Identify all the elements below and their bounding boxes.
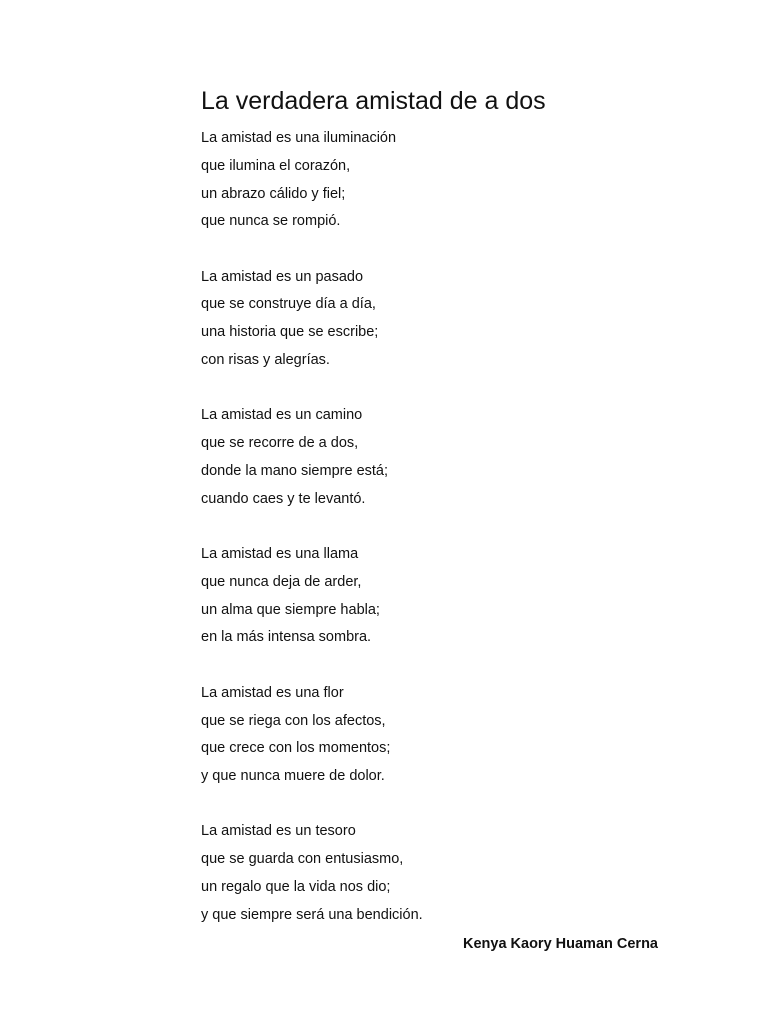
poem-line: con risas y alegrías. [201, 352, 330, 369]
poem-line: que nunca se rompió. [201, 213, 341, 230]
poem-line: La amistad es un tesoro [201, 823, 356, 840]
stanza-6 [201, 818, 721, 929]
poem-line: y que siempre será una bendición. [201, 906, 423, 923]
poem-line: donde la mano siempre está; [201, 462, 388, 479]
poem-line: que ilumina el corazón, [201, 157, 351, 174]
poem-line: que crece con los momentos; [201, 740, 391, 757]
stanza-2 [201, 264, 721, 375]
author-signature: Kenya Kaory Huaman Cerna [462, 936, 658, 952]
poem-line: La amistad es un camino [201, 407, 363, 424]
poem-line: La amistad es una flor [201, 684, 344, 701]
poem-line: un abrazo cálido y fiel; [201, 185, 346, 202]
poem-line: un alma que siempre habla; [201, 601, 380, 618]
poem-line: una historia que se escribe; [201, 324, 379, 341]
stanza-4 [201, 541, 721, 652]
stanza-1 [201, 125, 721, 236]
stanza-5 [201, 680, 721, 791]
poem-body [201, 125, 721, 957]
poem-line: que se riega con los afectos, [201, 712, 386, 729]
poem-title: La verdadera amistad de a dos [201, 87, 546, 115]
poem-line: que nunca deja de arder, [201, 573, 362, 590]
poem-line: La amistad es un pasado [201, 268, 364, 285]
poem-line: La amistad es una llama [201, 546, 359, 563]
stanza-3 [201, 402, 721, 513]
poem-line: cuando caes y te levantó. [201, 490, 366, 507]
poem-line: que se construye día a día, [201, 296, 376, 313]
poem-line: que se guarda con entusiasmo, [201, 851, 404, 868]
poem-line: en la más intensa sombra. [201, 629, 372, 646]
poem-line: y que nunca muere de dolor. [201, 768, 385, 785]
poem-line: La amistad es una iluminación [201, 130, 397, 146]
poem-line: un regalo que la vida nos dio; [201, 879, 391, 896]
poem-line: que se recorre de a dos, [201, 435, 359, 452]
